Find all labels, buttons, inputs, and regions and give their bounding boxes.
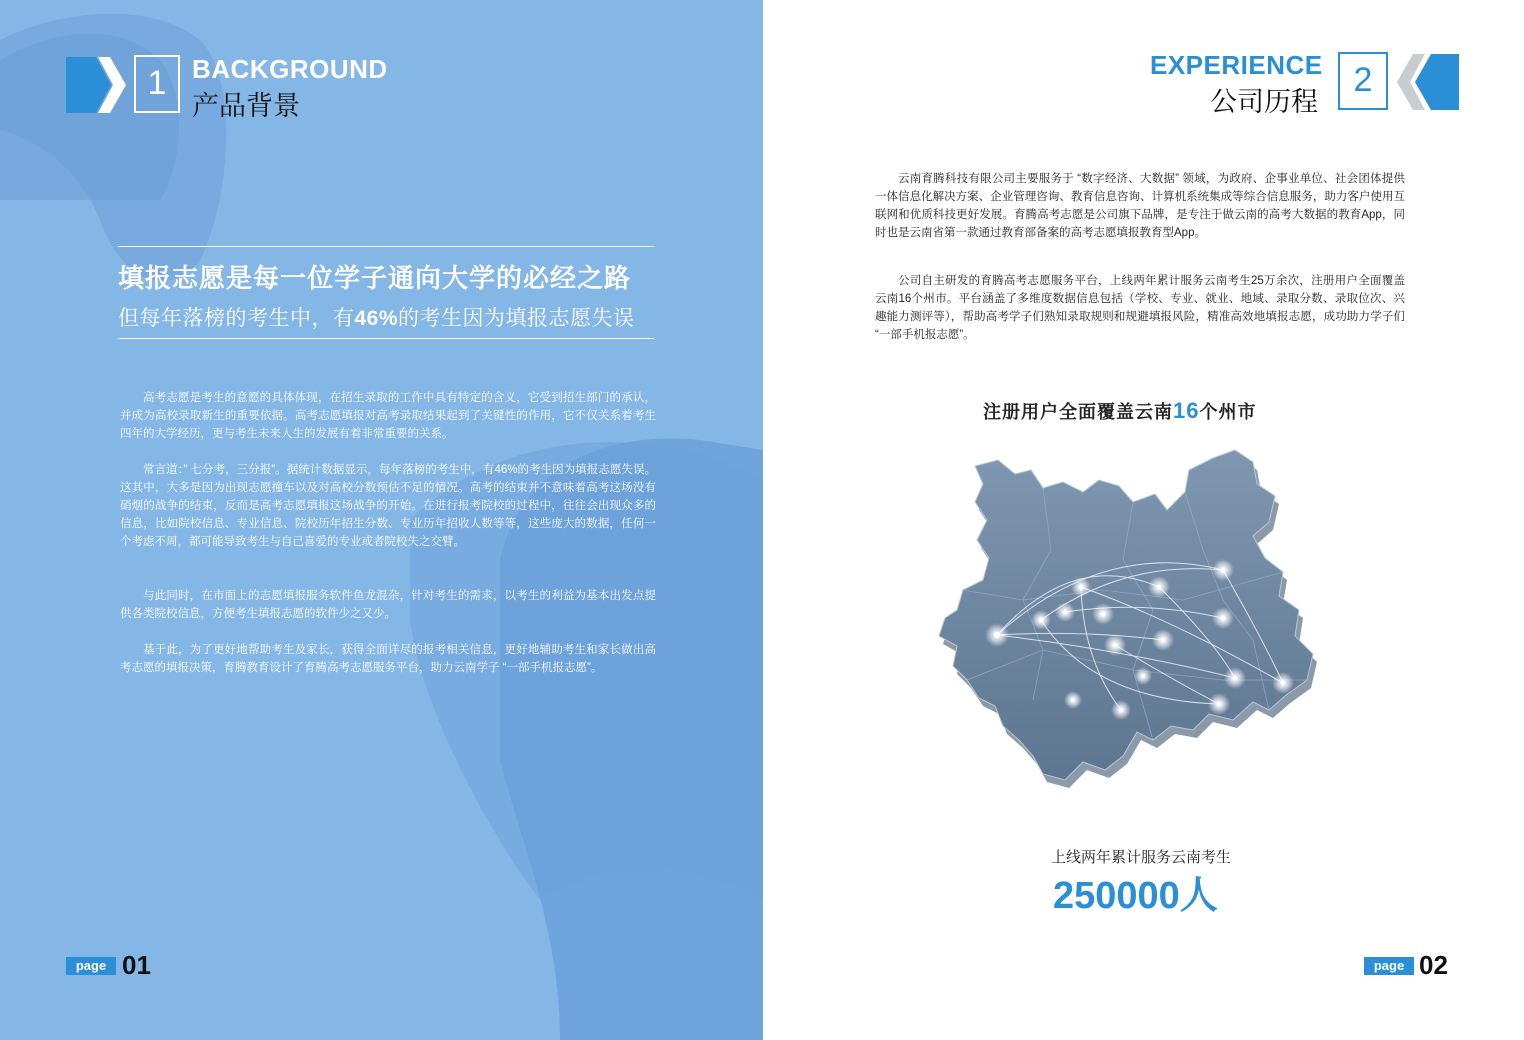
divider-top [118, 246, 654, 247]
chevron-left-icon [1397, 54, 1459, 110]
section-number: 2 [1338, 52, 1388, 110]
section-title-cn: 公司历程 [1210, 87, 1318, 117]
page-number: 02 [1419, 950, 1448, 980]
section-title-en: EXPERIENCE [1150, 50, 1323, 80]
map-title: 注册用户全面覆盖云南16个州市 [983, 398, 1257, 423]
section-number: 1 [134, 55, 180, 113]
divider-bottom [118, 338, 654, 339]
stat-value: 250000人 [1053, 875, 1218, 917]
paragraph: 与此同时，在市面上的志愿填报服务软件鱼龙混杂，针对考生的需求，以考生的利益为基本出发点提供各类院校信息，方便考生填报志愿的软件少之又少。 [120, 590, 656, 620]
company-paragraph: 云南育腾科技有限公司主要服务于 “数字经济、大数据” 领域，为政府、企事业单位、社会团体提供一体信息化解决方案、企业管理咨询、教育信息咨询、计算机系统集成等综合信息服务，助力客户使用互联网和优质科技更好发展。育腾高考志愿是公司旗下品牌，是专注于做云南的高考大数据的教育App，同时也是云南省第一款通过教育部备案的高考志愿填报教育型App。 [875, 173, 1405, 239]
chevron-right-icon [66, 57, 126, 113]
platform-paragraph: 公司自主研发的育腾高考志愿服务平台，上线两年累计服务云南考生25万余次，注册用户全面覆盖云南16个州市。平台涵盖了多维度数据信息包括（学校、专业、就业、地域、录取分数、录取位次、兴趣能力测评等），帮助高考学子们熟知录取规则和规避填报风险，精准高效地填报志愿，成功助力学子们 “一部手机报志愿”。 [875, 275, 1405, 341]
subline: 但每年落榜的考生中，有46%的考生因为填报志愿失误 [118, 307, 635, 330]
section-title-cn: 产品背景 [192, 91, 300, 121]
page-label: page [1364, 957, 1414, 975]
section-title-en: BACKGROUND [192, 54, 388, 84]
paragraph: 基于此，为了更好地帮助考生及家长，获得全面详尽的报考相关信息，更好地辅助考生和家长做出高考志愿的填报决策，育腾教育设计了育腾高考志愿服务平台，助力云南学子 “一部手机报志愿”。 [120, 644, 656, 674]
yunnan-map [923, 440, 1333, 800]
right-page [763, 0, 1524, 1040]
paragraph: 常言道：” 七分考，三分报”。据统计数据显示，每年落榜的考生中，有46%的考生因为填报志愿失误。这其中，大多是因为出现志愿撞车以及对高校分数预估不足的情况。高考的结束并不意味着高考这场没有硝烟的战争的结束，反而是高考志愿填报这场战争的开始。在进行报考院校的过程中，往往会出现众多的信息，比如院校信息、专业信息、院校历年招生分数、专业历年招收人数等等，这些庞大的数据，任何一个考虑不周，都可能导致考生与自己喜爱的专业或者院校失之交臂。 [120, 464, 656, 548]
stat-label: 上线两年累计服务云南考生 [1051, 849, 1232, 866]
paragraph: 高考志愿是考生的意愿的具体体现，在招生录取的工作中具有特定的含义，它受到招生部门的承认，并成为高校录取新生的重要依据。高考志愿填报对高考录取结果起到了关键性的作用，它不仅关系着考生四年的大学经历，更与考生未来人生的发展有着非常重要的关系。 [120, 392, 656, 440]
page-number: 01 [122, 950, 151, 980]
headline: 填报志愿是每一位学子通向大学的必经之路 [118, 263, 632, 293]
page-label: page [66, 957, 116, 975]
